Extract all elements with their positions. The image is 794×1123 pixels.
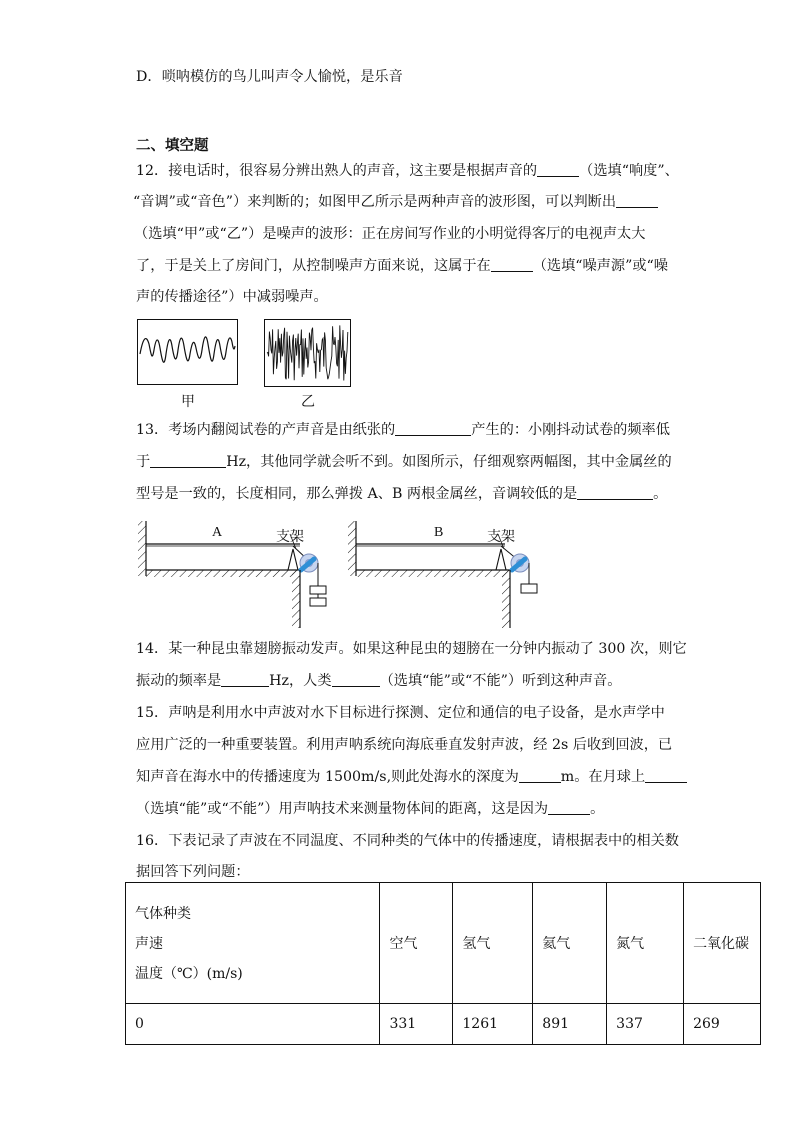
corner-line: 温度（℃）(m/s) — [135, 966, 243, 982]
table-row — [126, 1004, 761, 1045]
answer-blank[interactable] — [577, 485, 653, 500]
q13-text: 型号是一致的，长度相同，那么弹拨 A、B 两根金属丝，音调较低的是 — [136, 486, 578, 502]
q12-text: （选填“噪声源”或“噪 — [532, 258, 668, 274]
waveform-yi — [264, 319, 351, 387]
column-header: 氦气 — [533, 883, 607, 1004]
q15-text: m。在月球上 — [560, 769, 646, 785]
speed-table — [125, 882, 761, 1045]
section-title: 二、填空题 — [136, 138, 209, 154]
q13-text: 。 — [653, 486, 668, 502]
noise-waveform-icon — [265, 320, 350, 386]
answer-blank[interactable] — [616, 193, 658, 208]
q12-text: 声的传播途径”）中减弱噪声。 — [136, 289, 328, 305]
q16-text: 16．下表记录了声波在不同温度、不同种类的气体中的传播速度，请根据表中的相关数 — [136, 833, 679, 849]
q12-text: 12．接电话时，很容易分辨出熟人的声音，这主要是根据声音的 — [136, 163, 538, 179]
q14-text: 振动的频率是 — [136, 673, 222, 689]
label-b: B — [434, 525, 444, 540]
table-cell: 0 — [126, 1004, 380, 1045]
table-corner-header — [126, 883, 380, 1004]
q13-text: 13．考场内翻阅试卷的产声音是由纸张的 — [136, 422, 396, 438]
q15-text: 。 — [590, 801, 605, 817]
answer-blank[interactable] — [519, 768, 561, 783]
q13-text: Hz，其他同学就会听不到。如图所示，仔细观察两幅图，其中金属丝的 — [226, 454, 672, 470]
table-cell: 269 — [684, 1004, 761, 1045]
answer-blank[interactable] — [150, 453, 226, 468]
q15-text: 知声音在海水中的传播速度为 1500m/s,则此处海水的深度为 — [136, 769, 519, 785]
label-a: A — [212, 525, 223, 540]
q13-text: 产生的：小刚抖动试卷的频率低 — [471, 422, 670, 438]
q14-text: Hz，人类 — [269, 673, 332, 689]
table-cell: 337 — [607, 1004, 684, 1045]
answer-blank[interactable] — [548, 800, 590, 815]
q12-text: 了，于是关上了房间门，从控制噪声方面来说，这属于在 — [136, 258, 491, 274]
table-header-row — [126, 883, 761, 1004]
option-d: D．唢呐模仿的鸟儿叫声令人愉悦，是乐音 — [136, 69, 403, 85]
table-cell: 891 — [533, 1004, 607, 1045]
label-jia: 甲 — [181, 394, 195, 410]
q14-text: （选填“能”或“不能”）听到这种声音。 — [379, 673, 622, 689]
q13-text: 于 — [136, 454, 151, 470]
waveform-jia — [137, 319, 238, 385]
answer-blank[interactable] — [537, 162, 579, 177]
q12-text: “音调”或“音色”）来判断的；如图甲乙所示是两种声音的波形图，可以判断出 — [133, 194, 617, 210]
answer-blank[interactable] — [645, 768, 687, 783]
answer-blank[interactable] — [395, 421, 471, 436]
musical-waveform-icon — [138, 320, 237, 384]
q12-text: （选填“响度”、 — [579, 163, 679, 179]
support-label-b: 支架 — [487, 529, 515, 545]
answer-blank[interactable] — [221, 672, 269, 687]
q15-text: 应用广泛的一种重要装置。利用声呐系统向海底垂直发射声波，经 2s 后收到回波，已 — [136, 737, 673, 753]
q15-text: （选填“能”或“不能”）用声呐技术来测量物体间的距离，这是因为 — [136, 801, 549, 817]
corner-line: 气体种类 — [135, 906, 191, 922]
column-header: 二氧化碳 — [684, 883, 761, 1004]
label-yi: 乙 — [301, 394, 315, 410]
q15-text: 15．声呐是利用水中声波对水下目标进行探测、定位和通信的电子设备，是水声学中 — [136, 705, 665, 721]
q14-text: 14．某一种昆虫靠翅膀振动发声。如果这种昆虫的翅膀在一分钟内振动了 300 次，则它 — [136, 641, 687, 657]
answer-blank[interactable] — [332, 672, 380, 687]
column-header: 空气 — [380, 883, 453, 1004]
q12-text: （选填“甲”或“乙”）是噪声的波形：正在房间写作业的小明觉得客厅的电视声太大 — [134, 226, 646, 242]
table-cell: 331 — [380, 1004, 453, 1045]
corner-line: 声速 — [135, 936, 163, 952]
support-label-a: 支架 — [276, 529, 304, 545]
table-cell: 1261 — [453, 1004, 533, 1045]
column-header: 氢气 — [453, 883, 533, 1004]
answer-blank[interactable] — [491, 257, 533, 272]
column-header: 氮气 — [607, 883, 684, 1004]
q16-text: 据回答下列问题： — [136, 864, 250, 880]
